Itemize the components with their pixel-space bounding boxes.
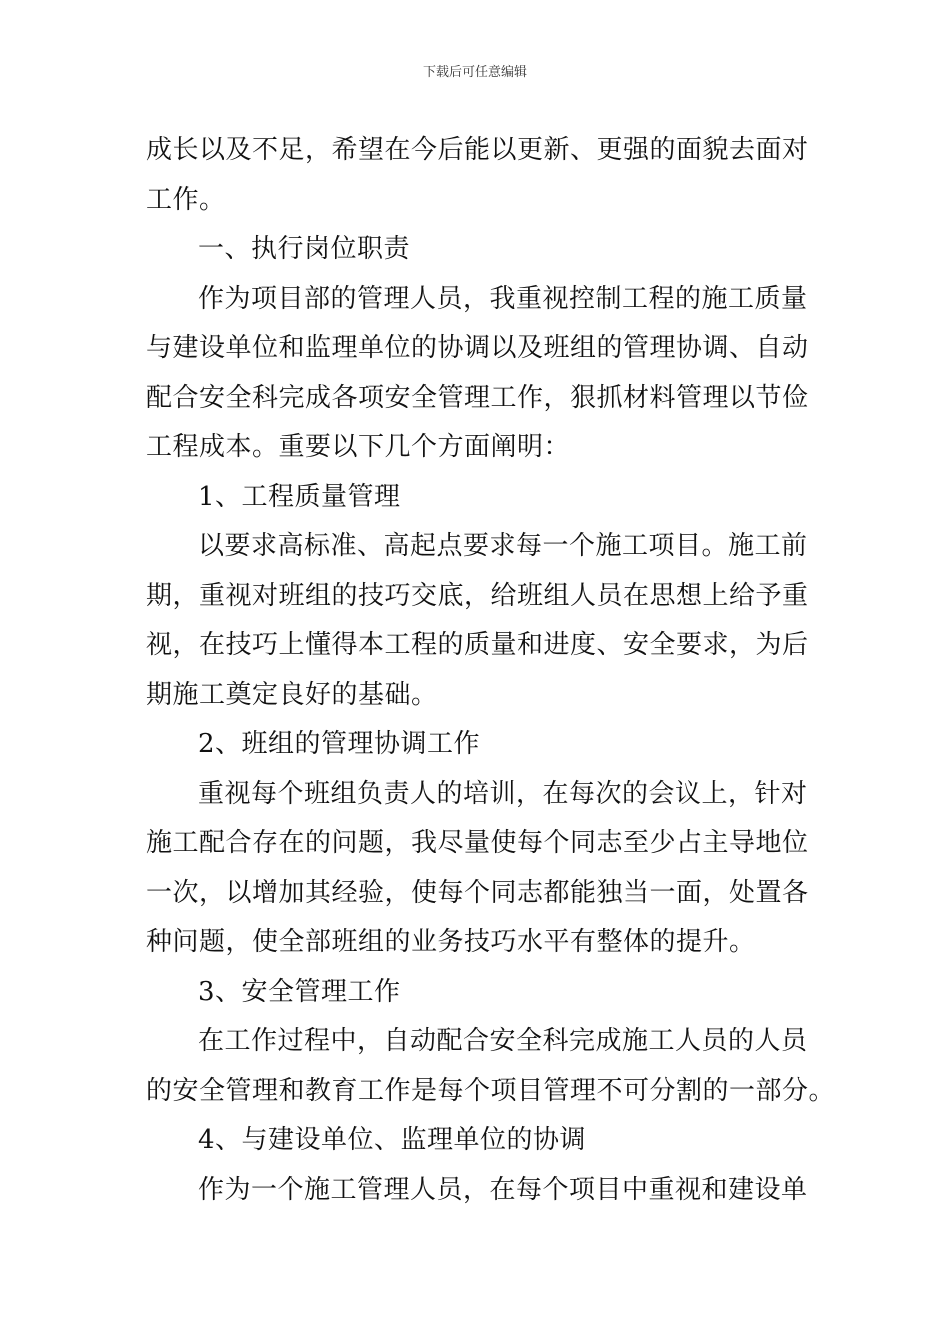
paragraph-line: 作为一个施工管理人员，在每个项目中重视和建设单 <box>198 1174 808 1205</box>
paragraph-line: 作为项目部的管理人员，我重视控制工程的施工质量 <box>198 283 808 314</box>
paragraph-line: 在工作过程中，自动配合安全科完成施工人员的人员 <box>198 1026 808 1056</box>
paragraph-line: 配合安全科完成各项安全管理工作，狠抓材料管理以节俭 <box>146 382 809 413</box>
paragraph-line: 的安全管理和教育工作是每个项目管理不可分割的一部分。 <box>146 1075 836 1106</box>
subsection-heading: 4、与建设单位、监理单位的协调 <box>198 1125 587 1155</box>
section-heading: 一、执行岗位职责 <box>198 234 411 264</box>
subsection-heading: 2、班组的管理协调工作 <box>198 729 481 759</box>
paragraph-line: 一次，以增加其经验，使每个同志都能独当一面，处置各 <box>146 877 809 908</box>
paragraph-line: 与建设单位和监理单位的协调以及班组的管理协调、自动 <box>146 333 809 363</box>
paragraph-line: 成长以及不足，希望在今后能以更新、更强的面貌去面对 <box>146 135 809 165</box>
subsection-heading: 3、安全管理工作 <box>198 976 401 1007</box>
paragraph-line: 工作。 <box>146 184 226 215</box>
paragraph-line: 视，在技巧上懂得本工程的质量和进度、安全要求，为后 <box>146 630 809 660</box>
paragraph-line: 期施工奠定良好的基础。 <box>146 679 438 710</box>
paragraph-line: 工程成本。重要以下几个方面阐明： <box>146 432 571 462</box>
subsection-heading: 1、工程质量管理 <box>198 481 401 512</box>
paragraph-line: 重视每个班组负责人的培训，在每次的会议上，针对 <box>198 778 808 809</box>
paragraph-line: 期，重视对班组的技巧交底，给班组人员在思想上给予重 <box>146 580 809 611</box>
document-body <box>146 126 836 1215</box>
paragraph-line: 施工配合存在的问题，我尽量使每个同志至少占主导地位 <box>146 828 809 858</box>
page-header: 下载后可任意编辑 <box>422 65 527 80</box>
paragraph-line: 以要求高标准、高起点要求每一个施工项目。施工前 <box>198 531 808 561</box>
paragraph-line: 种问题，使全部班组的业务技巧水平有整体的提升。 <box>146 927 756 957</box>
